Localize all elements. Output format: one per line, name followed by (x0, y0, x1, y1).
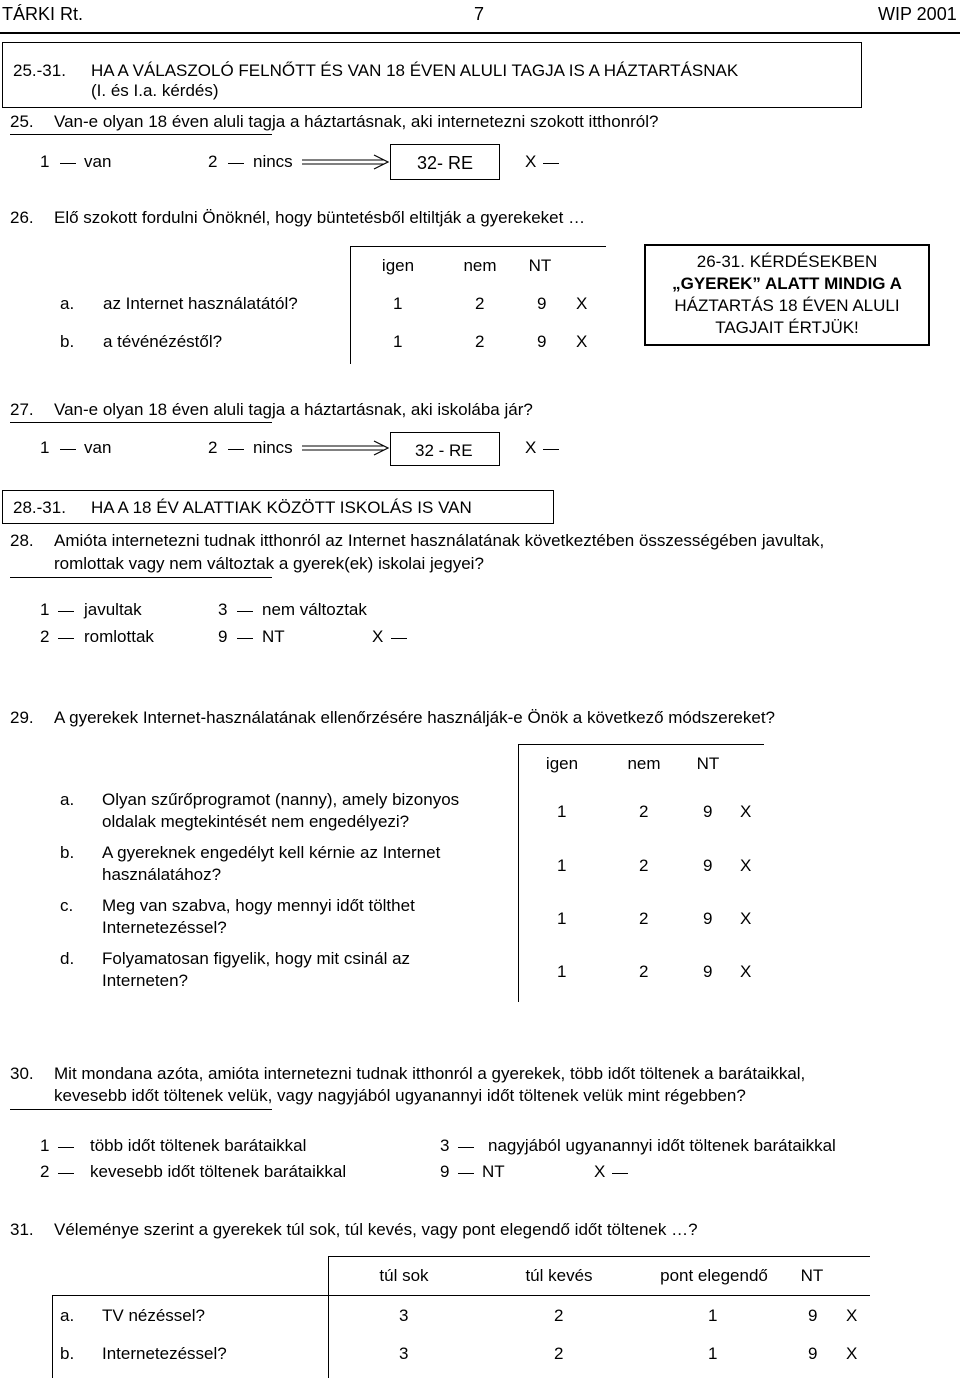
note-line-3: HÁZTARTÁS 18 ÉVEN ALULI (674, 296, 900, 315)
q29-row-d-code-9[interactable]: 9 (703, 962, 713, 981)
q31-row-a-code-1[interactable]: 1 (708, 1306, 718, 1325)
q29-number: 29. (10, 708, 34, 727)
q25-route: 32- RE (417, 153, 474, 173)
q28-dash (58, 611, 74, 612)
q29-row-d-text-2: Interneten? (102, 971, 189, 990)
q26-row-b-code-1[interactable]: 1 (393, 332, 403, 351)
q25-dash (60, 163, 76, 164)
q31-col-too-little: túl kevés (525, 1266, 593, 1285)
q30-option-2-label[interactable]: kevesebb időt töltenek barátaikkal (90, 1162, 347, 1181)
q31-row-b-letter: b. (60, 1344, 75, 1363)
q29-col-yes: igen (545, 754, 579, 773)
q28-option-2-label[interactable]: romlottak (84, 627, 154, 646)
q28-dash (391, 638, 407, 639)
q31-row-a-code-x[interactable]: X (846, 1306, 858, 1325)
header-project: WIP 2001 (878, 4, 957, 24)
q29-row-b-code-1[interactable]: 1 (557, 856, 567, 875)
q26-table-divider (350, 246, 351, 364)
q29-row-c-text-1: Meg van szabva, hogy mennyi időt tölthet (102, 896, 415, 915)
q29-row-a-code-9[interactable]: 9 (703, 802, 713, 821)
q27-dash (228, 449, 244, 450)
q26-col-no: nem (463, 256, 497, 275)
q29-row-b-text-2: használatához? (102, 865, 222, 884)
q30-number: 30. (10, 1064, 34, 1083)
note-line-2 (646, 274, 928, 294)
q31-row-b-code-1[interactable]: 1 (708, 1344, 718, 1363)
q27-text: Van-e olyan 18 éven aluli tagja a háztartásnak, aki iskolába jár? (54, 400, 533, 419)
header-company: TÁRKI Rt. (2, 4, 84, 24)
q30-option-x[interactable]: X (594, 1162, 606, 1181)
q29-row-d-letter: d. (60, 949, 75, 968)
q29-row-d-code-1[interactable]: 1 (557, 962, 567, 981)
q31-row-a-text: TV nézéssel? (102, 1306, 205, 1325)
q26-row-a-code-2[interactable]: 2 (475, 294, 485, 313)
q30-option-3-code[interactable]: 3 (440, 1136, 450, 1155)
q26-row-a-code-9[interactable]: 9 (537, 294, 547, 313)
q29-row-d-text-1: Folyamatosan figyelik, hogy mit csinál az (102, 949, 411, 968)
q27-arrow-icon (302, 440, 390, 456)
q29-row-a-text-1: Olyan szűrőprogramot (nanny), amely bizonyos (102, 790, 460, 809)
q31-row-a-code-9[interactable]: 9 (808, 1306, 818, 1325)
q27-route-box (390, 432, 500, 466)
q27-option-1-code[interactable]: 1 (40, 438, 50, 457)
q25-number: 25. (10, 112, 34, 131)
q28-text-line-1: Amióta internetezni tudnak itthonról az Internet használatának következtében összességében javultak, (54, 531, 825, 550)
q29-row-c-code-2[interactable]: 2 (639, 909, 649, 928)
q25-underline (10, 134, 272, 135)
q25-option-2-code[interactable]: 2 (208, 152, 218, 171)
q28-option-9-label[interactable]: NT (262, 627, 285, 646)
q31-row-a-code-2[interactable]: 2 (554, 1306, 564, 1325)
q30-dash (458, 1173, 474, 1174)
q31-col-nt: NT (800, 1266, 824, 1285)
q31-table-divider (328, 1256, 329, 1378)
q31-table-header-bottom (52, 1295, 870, 1296)
q26-row-b-code-9[interactable]: 9 (537, 332, 547, 351)
q27-underline (10, 422, 272, 423)
q27-dash (543, 449, 559, 450)
q31-col-too-much: túl sok (379, 1266, 429, 1285)
q30-option-2-code[interactable]: 2 (40, 1162, 50, 1181)
q29-col-no: nem (627, 754, 661, 773)
q29-row-c-code-9[interactable]: 9 (703, 909, 713, 928)
q31-row-a-code-3[interactable]: 3 (399, 1306, 409, 1325)
q26-row-a-code-1[interactable]: 1 (393, 294, 403, 313)
q29-row-c-text-2: Internetezéssel? (102, 918, 227, 937)
q29-row-a-code-x[interactable]: X (740, 802, 752, 821)
q27-option-2-code[interactable]: 2 (208, 438, 218, 457)
q30-underline (10, 1109, 272, 1110)
q27-option-1-label[interactable]: van (84, 438, 112, 457)
q29-text: A gyerekek Internet-használatának ellenőrzésére használják-e Önök a következő módszereket? (54, 708, 776, 727)
q29-row-b-code-9[interactable]: 9 (703, 856, 713, 875)
q26-row-b-letter: b. (60, 332, 75, 351)
q28-option-1-code[interactable]: 1 (40, 600, 50, 619)
note-keyword: „GYEREK” ALATT MINDIG A (672, 274, 902, 293)
q26-table-top (350, 246, 606, 247)
q25-arrow-icon (302, 154, 390, 170)
q29-row-a-code-1[interactable]: 1 (557, 802, 567, 821)
q31-row-b-code-x[interactable]: X (846, 1344, 858, 1363)
q30-text-line-1: Mit mondana azóta, amióta internetezni tudnak itthonról a gyerekek, több időt töltenek a barátaikkal, (54, 1064, 806, 1083)
q29-row-c-code-x[interactable]: X (740, 909, 752, 928)
q28-option-x[interactable]: X (372, 627, 384, 646)
q31-text: Véleménye szerint a gyerekek túl sok, túl kevés, vagy pont elegendő időt töltenek …? (54, 1220, 698, 1239)
q30-option-3-label[interactable]: nagyjából ugyanannyi időt töltenek barátaikkal (488, 1136, 836, 1155)
q30-option-9-label[interactable]: NT (482, 1162, 505, 1181)
q30-dash (58, 1147, 74, 1148)
q29-row-a-text-2: oldalak megtekintését nem engedélyezi? (102, 812, 410, 831)
q30-option-1-code[interactable]: 1 (40, 1136, 50, 1155)
q28-option-9-code[interactable]: 9 (218, 627, 228, 646)
filter-line-1: HA A VÁLASZOLÓ FELNŐTT ÉS VAN 18 ÉVEN ALULI TAGJA IS A HÁZTARTÁSNAK (91, 61, 739, 80)
q28-dash (58, 638, 74, 639)
q29-col-nt: NT (696, 754, 720, 773)
q25-option-x[interactable]: X (525, 152, 537, 171)
q31-row-a-letter: a. (60, 1306, 75, 1325)
q30-dash (458, 1147, 474, 1148)
q26-text: Elő szokott fordulni Önöknél, hogy büntetésből eltiltják a gyerekeket … (54, 208, 586, 227)
q29-row-a-code-2[interactable]: 2 (639, 802, 649, 821)
q28-number: 28. (10, 531, 34, 550)
q28-text-line-2: romlottak vagy nem változtak a gyerek(ek) iskolai jegyei? (54, 554, 484, 573)
q26-number: 26. (10, 208, 34, 227)
q31-row-b-code-2[interactable]: 2 (554, 1344, 564, 1363)
q29-row-b-text-1: A gyereknek engedélyt kell kérnie az Internet (102, 843, 441, 862)
q31-col-just-enough: pont elegendő (660, 1266, 768, 1285)
q29-row-d-code-2[interactable]: 2 (639, 962, 649, 981)
q27-option-x[interactable]: X (525, 438, 537, 457)
q26-row-a-letter: a. (60, 294, 75, 313)
q29-row-a-letter: a. (60, 790, 75, 809)
q30-dash (612, 1173, 628, 1174)
q31-table-left (52, 1295, 53, 1378)
q31-table-top (328, 1256, 870, 1257)
filter-range: 25.-31. (13, 61, 66, 80)
q27-route: 32 - RE (415, 441, 473, 460)
q26-interviewer-note (644, 244, 930, 346)
q29-table-top (518, 744, 764, 745)
note-line-1: 26-31. KÉRDÉSEKBEN (696, 252, 878, 271)
q28-dash (237, 611, 253, 612)
q29-row-c-code-1[interactable]: 1 (557, 909, 567, 928)
q26-row-b-code-2[interactable]: 2 (475, 332, 485, 351)
q31-row-b-code-3[interactable]: 3 (399, 1344, 409, 1363)
q31-row-b-text: Internetezéssel? (102, 1344, 227, 1363)
q30-option-1-label[interactable]: több időt töltenek barátaikkal (90, 1136, 307, 1155)
q31-row-b-code-9[interactable]: 9 (808, 1344, 818, 1363)
q30-option-9-code[interactable]: 9 (440, 1162, 450, 1181)
q28-option-1-label[interactable]: javultak (84, 600, 142, 619)
header-page-number: 7 (474, 4, 485, 24)
q25-option-2-label[interactable]: nincs (253, 152, 293, 171)
filter-box-28-31 (2, 490, 554, 524)
q25-dash (228, 163, 244, 164)
filter-28-range: 28.-31. (13, 498, 66, 517)
q26-row-b-text: a tévénézéstől? (103, 332, 223, 351)
q25-route-box (390, 144, 500, 180)
q25-text: Van-e olyan 18 éven aluli tagja a háztartásnak, aki internetezni szokott itthonról? (54, 112, 659, 131)
q25-option-1-code[interactable]: 1 (40, 152, 50, 171)
q26-row-a-code-x[interactable]: X (576, 294, 588, 313)
q26-row-a-text: az Internet használatától? (103, 294, 298, 313)
header-rule (0, 32, 960, 34)
q29-table-divider (518, 744, 519, 1002)
note-line-4: TAGJAIT ÉRTJÜK! (715, 318, 859, 337)
q27-dash (60, 449, 76, 450)
q26-col-yes: igen (381, 256, 415, 275)
q25-dash (543, 163, 559, 164)
q26-row-b-code-x[interactable]: X (576, 332, 588, 351)
q29-row-c-letter: c. (60, 896, 74, 915)
q29-row-b-code-x[interactable]: X (740, 856, 752, 875)
q28-option-3-code[interactable]: 3 (218, 600, 228, 619)
q29-row-b-letter: b. (60, 843, 75, 862)
q28-dash (237, 638, 253, 639)
q27-number: 27. (10, 400, 34, 419)
q26-col-nt: NT (528, 256, 552, 275)
q28-option-3-label[interactable]: nem változtak (262, 600, 367, 619)
q29-row-b-code-2[interactable]: 2 (639, 856, 649, 875)
q29-row-d-code-x[interactable]: X (740, 962, 752, 981)
filter-28-text: HA A 18 ÉV ALATTIAK KÖZÖTT ISKOLÁS IS VAN (91, 498, 472, 517)
filter-box-25-31 (2, 42, 862, 108)
q28-option-2-code[interactable]: 2 (40, 627, 50, 646)
q25-option-1-label[interactable]: van (84, 152, 112, 171)
q27-option-2-label[interactable]: nincs (253, 438, 293, 457)
q28-underline (10, 577, 272, 578)
filter-line-2: (I. és I.a. kérdés) (91, 81, 219, 100)
q30-dash (58, 1173, 74, 1174)
q30-text-line-2: kevesebb időt töltenek velük, vagy nagyjából ugyanannyi időt töltenek velük mint régebben? (54, 1086, 746, 1105)
q31-number: 31. (10, 1220, 34, 1239)
